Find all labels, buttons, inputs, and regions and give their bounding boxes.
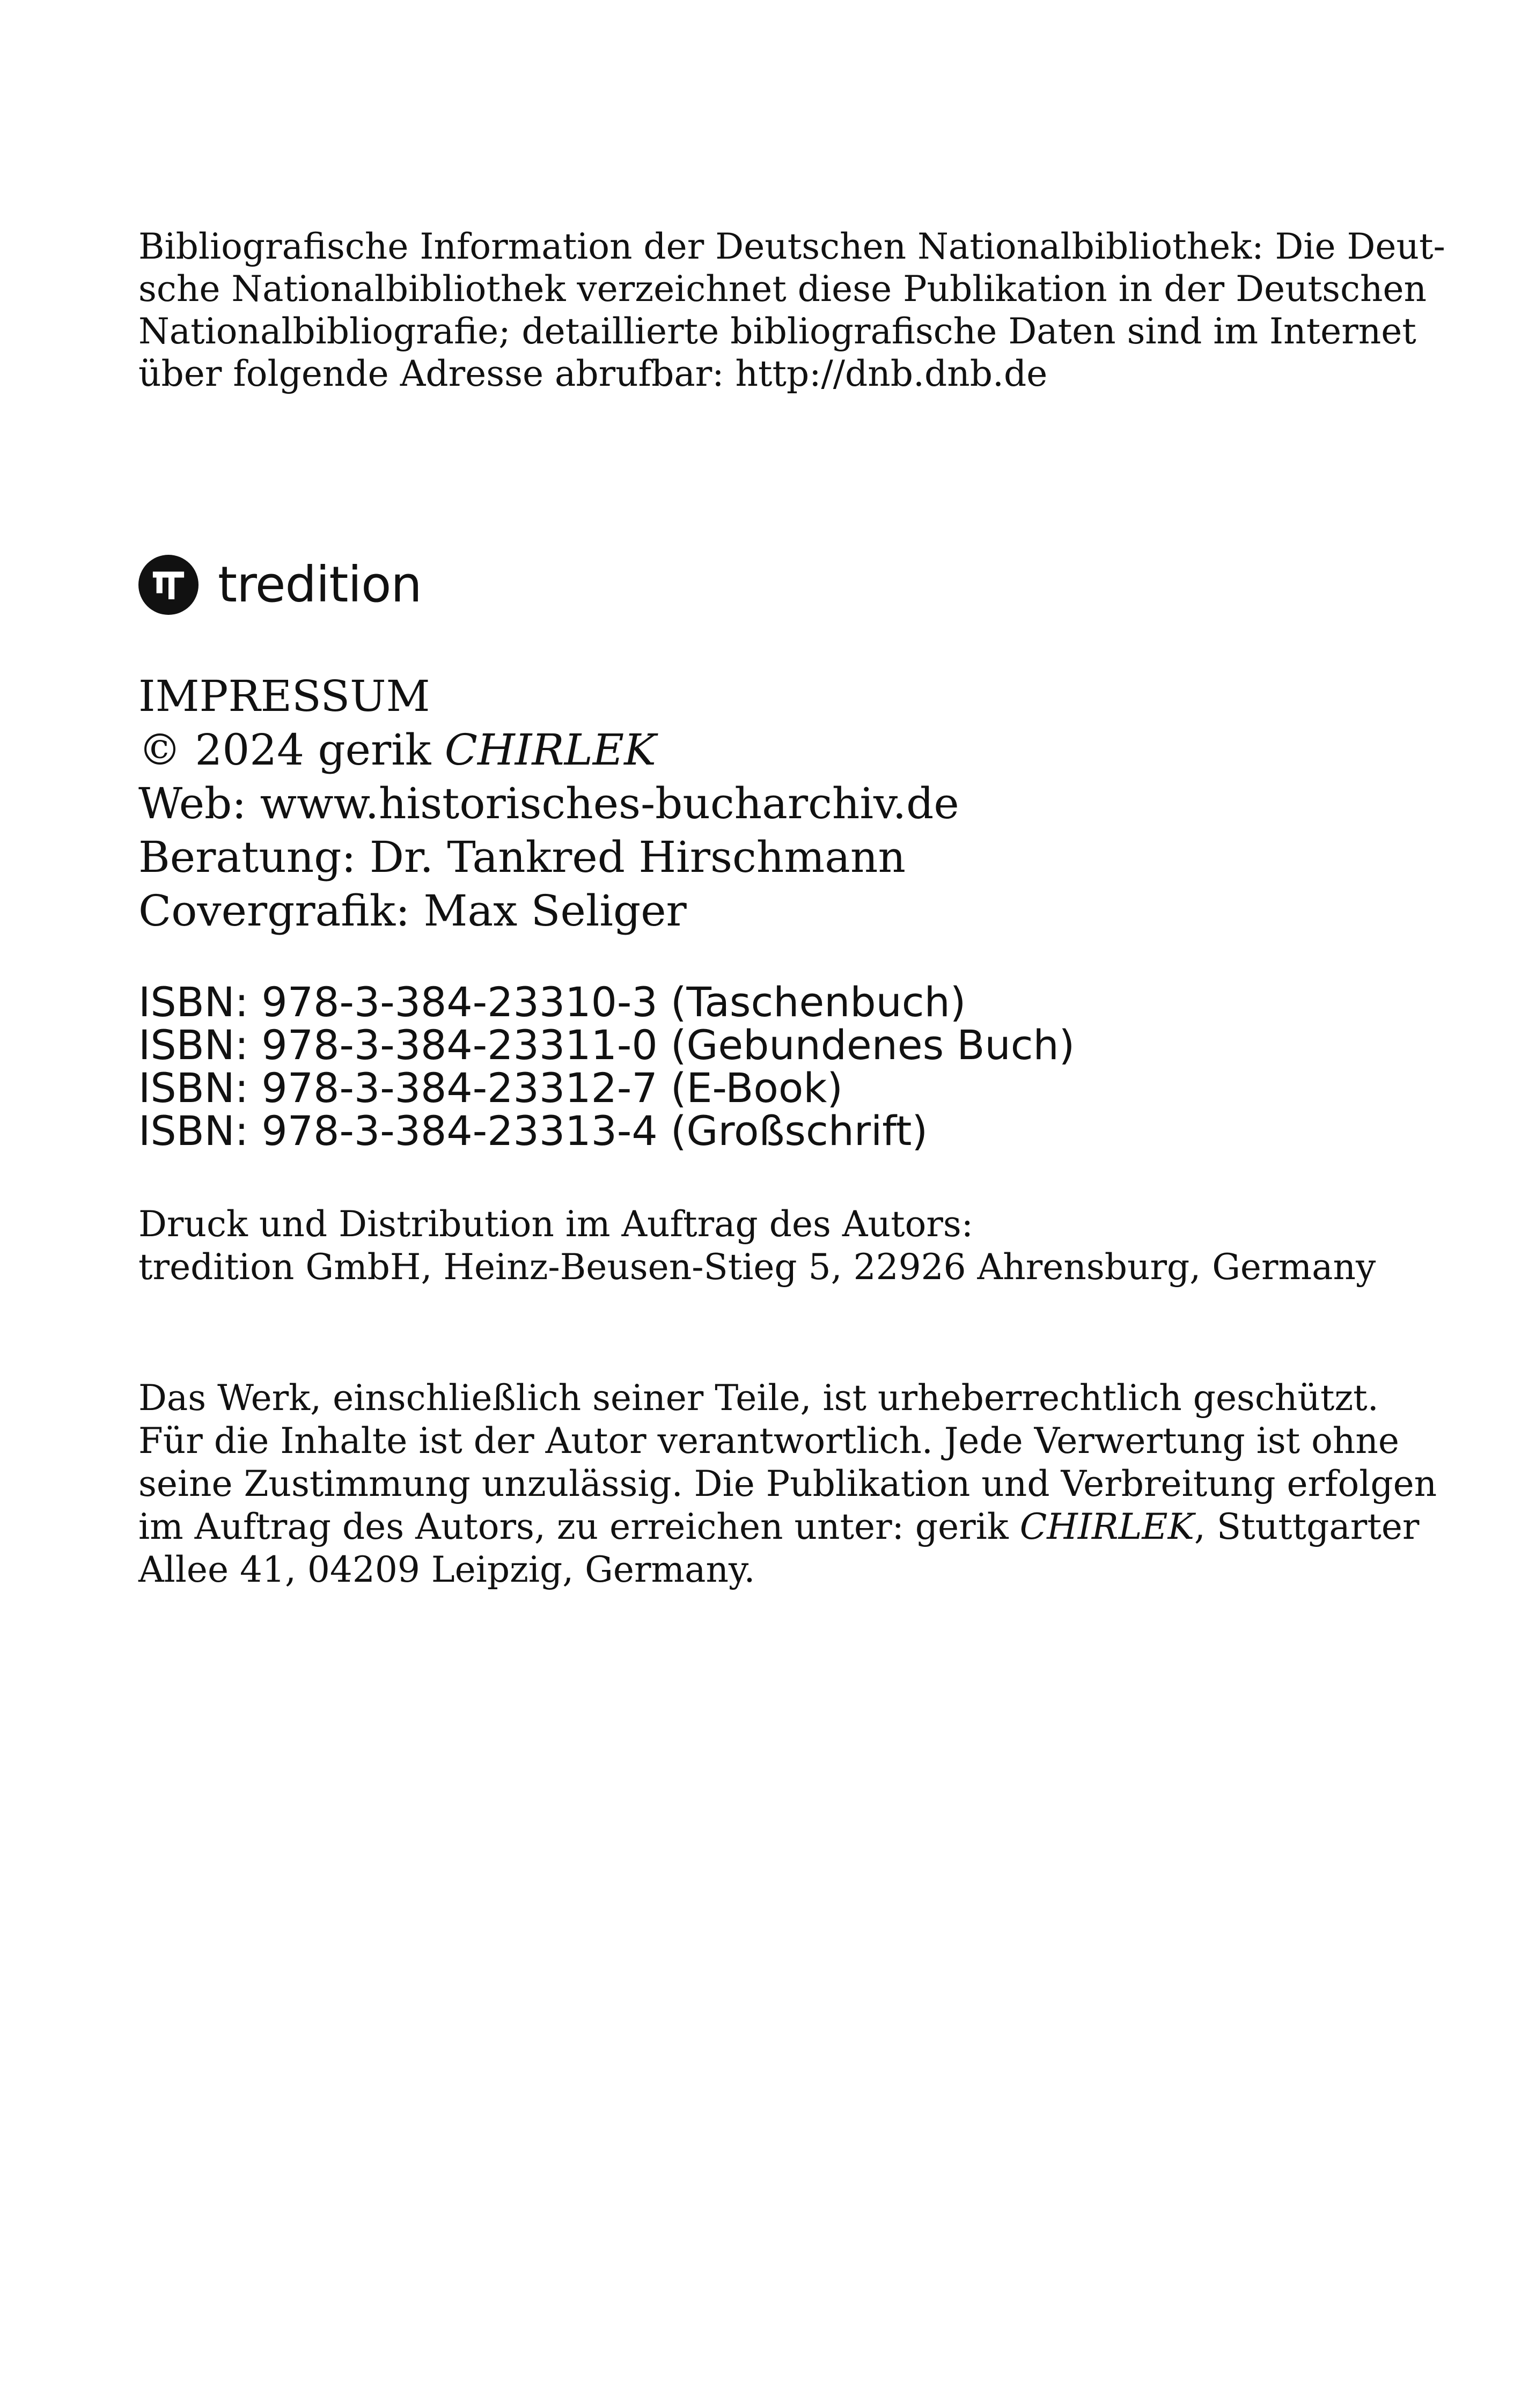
contact-author: CHIRLEK	[1019, 1506, 1194, 1547]
copyright-notice-line: Für die Inhalte ist der Autor verantwortlich. Jede Verwertung ist ohne	[138, 1420, 1399, 1462]
isbn-line: ISBN: 978-3-384-23313-4 (Großschrift)	[138, 1107, 928, 1155]
dnb-bibliographic-notice	[138, 225, 1445, 395]
publisher-logo	[138, 553, 422, 617]
impressum-web: Web: www.historisches-bucharchiv.de	[138, 779, 959, 828]
distribution-line: tredition GmbH, Heinz-Beusen-Stieg 5, 22926 Ahrensburg, Germany	[138, 1246, 1376, 1288]
impressum-copyright	[138, 723, 959, 777]
impressum-covergrafik: Covergrafik: Max Seliger	[138, 886, 687, 936]
isbn-list	[138, 978, 1075, 1155]
impressum-heading: IMPRESSUM	[138, 671, 430, 721]
dnb-notice-line: Nationalbibliografie; detaillierte bibliografische Daten sind im Internet	[138, 311, 1416, 352]
distribution-notice	[138, 1203, 1376, 1289]
dnb-notice-line: über folgende Adresse abrufbar: http://dnb.dnb.de	[138, 353, 1048, 394]
isbn-line: ISBN: 978-3-384-23311-0 (Gebundenes Buch)	[138, 1021, 1075, 1069]
copyright-notice-line: Allee 41, 04209 Leipzig, Germany.	[138, 1549, 755, 1590]
copyright-notice-line: Das Werk, einschließlich seiner Teile, ist urheberrechtlich geschützt.	[138, 1377, 1379, 1419]
copyright-notice-line	[138, 1506, 1437, 1548]
impressum-beratung: Beratung: Dr. Tankred Hirschmann	[138, 832, 906, 882]
isbn-line: ISBN: 978-3-384-23310-3 (Taschenbuch)	[138, 978, 966, 1026]
dnb-notice-line: Bibliografische Information der Deutschen Nationalbibliothek: Die Deut-	[138, 226, 1445, 267]
dnb-notice-line: sche Nationalbibliothek verzeichnet diese Publikation in der Deutschen	[138, 268, 1427, 310]
copyright-notice	[138, 1377, 1437, 1591]
tredition-logo-icon	[138, 555, 199, 615]
copyright-prefix: © 2024 gerik	[138, 725, 445, 775]
contact-prefix: im Auftrag des Autors, zu erreichen unter: gerik	[138, 1506, 1020, 1547]
copyright-notice-line: seine Zustimmung unzulässig. Die Publikation und Verbreitung erfolgen	[138, 1463, 1437, 1504]
impressum-section	[138, 670, 959, 938]
distribution-line: Druck und Distribution im Auftrag des Autors:	[138, 1203, 973, 1245]
contact-suffix: , Stuttgarter	[1194, 1506, 1420, 1547]
copyright-author: CHIRLEK	[444, 725, 656, 775]
publisher-logo-wordmark: tredition	[218, 556, 422, 613]
isbn-line: ISBN: 978-3-384-23312-7 (E-Book)	[138, 1064, 843, 1112]
